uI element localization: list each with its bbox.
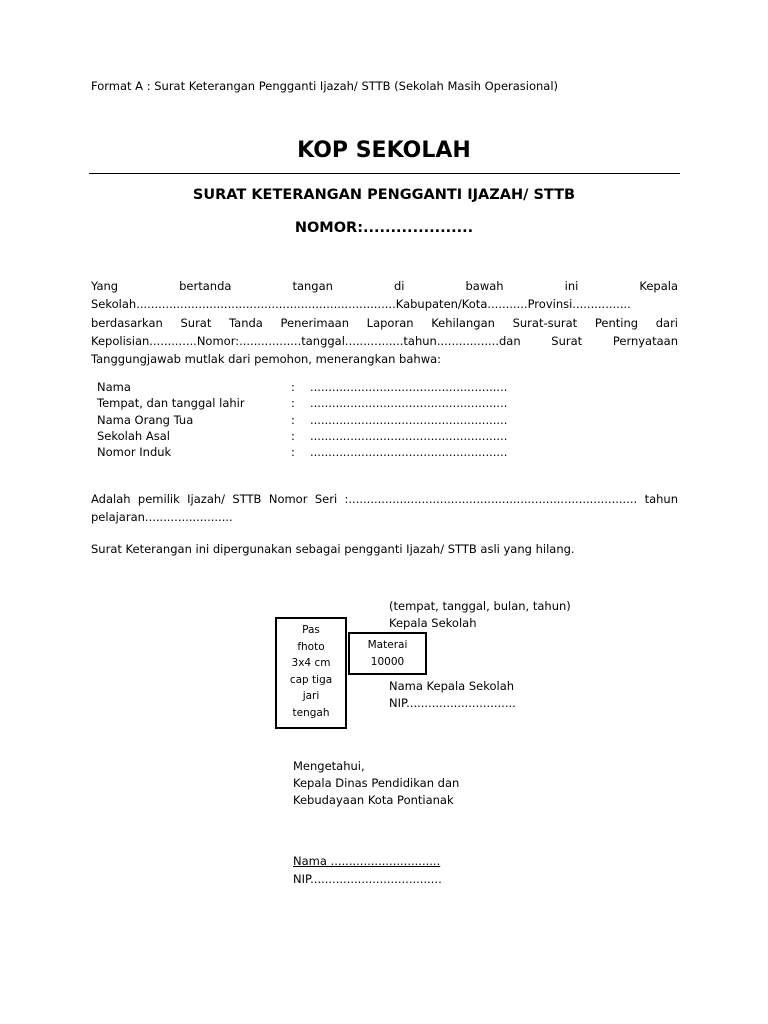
kop-sekolah-heading: KOP SEKOLAH [297,138,471,163]
header-divider [89,173,680,174]
photo-box-line: jari [302,690,320,702]
acknowledgement-nip: NIP.................................... [293,871,442,886]
purpose-paragraph: Surat Keterangan ini dipergunakan sebagai pengganti Ijazah/ STTB asli yang hilang. [91,542,575,556]
intro-paragraph [91,277,678,368]
field-blank: ...................................................... [310,445,508,460]
field-colon: : [291,396,295,411]
acknowledgement-title-line: Kepala Dinas Pendidikan dan [293,775,460,790]
signature-block [389,598,571,631]
acknowledgement-heading: Mengetahui, [293,759,365,773]
field-colon: : [291,445,295,460]
owner-paragraph [91,490,678,527]
intro-line: Kepolisian.............Nomor:.................tanggal................tahun.................dan Surat Pernyataan [91,333,678,348]
materai-label: Materai [367,639,408,651]
field-blank: ...................................................... [310,380,508,394]
intro-line: berdasarkan Surat Tanda Penerimaan Laporan Kehilangan Surat-surat Penting dari [91,315,678,330]
acknowledgement-block [293,758,459,808]
field-colon: : [291,380,295,394]
document-number: NOMOR:.................... [294,220,474,236]
field-label: Nomor Induk [97,445,172,460]
format-note: Format A : Surat Keterangan Pengganti Ijazah/ STTB (Sekolah Masih Operasional) [91,79,559,93]
field-blank: ...................................................... [310,412,508,427]
signer-role: Kepala Sekolah [389,615,477,630]
intro-line: Sekolah.......................................................................Kabupaten/Kota...........Provinsi................ [91,297,631,312]
field-label: Sekolah Asal [97,428,170,443]
photo-box-line: tengah [292,706,330,719]
document-title: SURAT KETERANGAN PENGGANTI IJAZAH/ STTB [192,187,576,203]
field-blank: ...................................................... [310,396,508,411]
field-label: Tempat, dan tanggal lahir [97,396,245,411]
photo-box-line: cap tiga [289,673,333,686]
signer-name: Nama Kepala Sekolah [389,679,515,693]
materai-value: 10000 [370,655,405,668]
field-label: Nama [97,380,131,394]
intro-line: Yang bertanda tangan di bawah ini Kepala [91,279,678,293]
field-blank: ...................................................... [310,428,508,443]
photo-box-line: Pas [302,624,320,636]
materai-box [348,632,427,675]
intro-line: Tanggungjawab mutlak dari pemohon, menerangkan bahwa: [91,352,442,367]
signer-identity [389,678,516,711]
photo-box-line: fhoto [297,640,325,653]
owner-line: Adalah pemilik Ijazah/ STTB Nomor Seri :............................................................................... tahun [91,492,678,506]
acknowledgement-name: Nama .............................. [293,854,441,868]
photo-box [275,617,347,729]
field-colon: : [291,412,295,427]
owner-line: pelajaran........................ [91,510,233,525]
photo-box-line: 3x4 cm [291,657,331,669]
field-label: Nama Orang Tua [97,412,194,427]
field-colon: : [291,428,295,443]
acknowledgement-signer [293,853,442,888]
place-date: (tempat, tanggal, bulan, tahun) [389,599,571,613]
signer-nip: NIP.............................. [389,695,516,710]
acknowledgement-title-line: Kebudayaan Kota Pontianak [293,792,454,807]
